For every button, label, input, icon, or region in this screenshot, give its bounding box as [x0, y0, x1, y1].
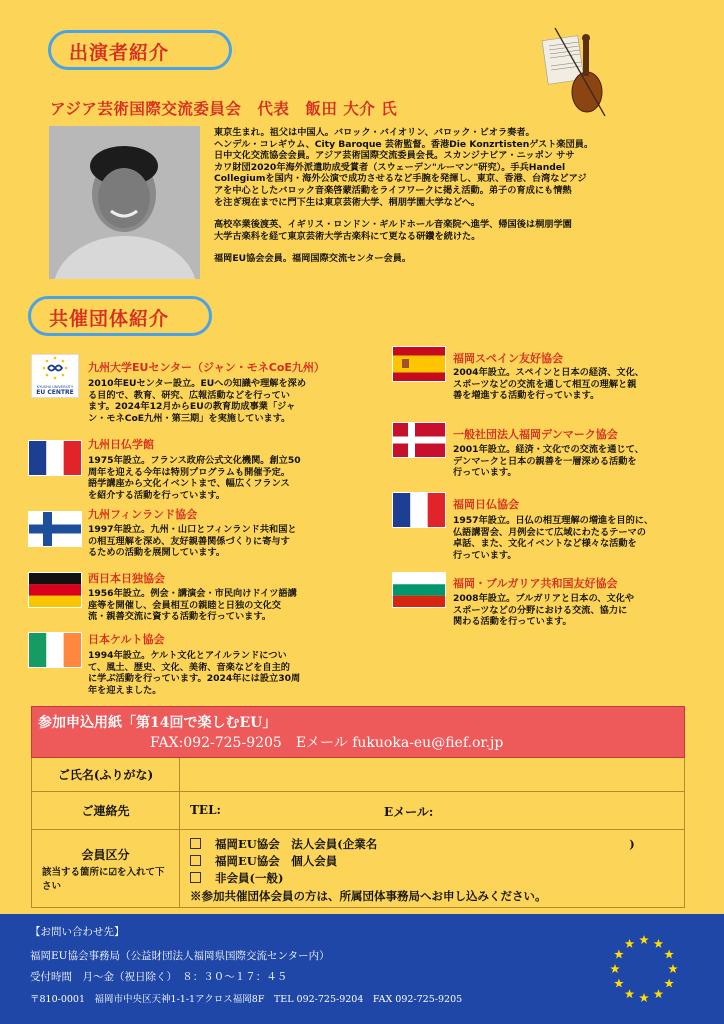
member-label: 会員区分: [81, 848, 130, 862]
option-label: 福岡EU協会 法人会員(企業名: [215, 837, 378, 851]
bio-line: アを中心としたバロック音楽啓蒙活動をライフワークに掲え活動。弟子の育成にも情熱: [214, 184, 572, 196]
flag-ireland-icon: [29, 633, 81, 667]
name-label-cell: [32, 758, 180, 791]
desc-line: ます。2024年12月からEUの教育助成事業「ジャ: [88, 401, 296, 413]
bio-line: 大学古楽科を経て東京芸術大学古楽科にて更なる研鑽を続けた。: [214, 230, 481, 242]
desc-line: 年を迎えました。: [88, 684, 162, 696]
org-desc: [88, 588, 378, 623]
name-label: ご氏名(ふりがな): [57, 768, 154, 782]
desc-line: 関わる活動を行っています。: [453, 616, 572, 628]
footer-heading: 【お問い合わせ先】: [30, 926, 125, 938]
flag-denmark-icon: [393, 423, 445, 457]
member-hint: 該当する箇所に☑を入れて下さい: [42, 867, 165, 892]
desc-line: スポーツなどの交流を通して相互の理解と親: [453, 378, 637, 390]
form-header: [31, 706, 685, 758]
desc-line: 2008年設立。ブルガリアと日本の、文化や: [453, 593, 635, 604]
desc-line: 卓話、また、文化イベントなど様々な活動を: [453, 538, 637, 550]
eu-star: [614, 950, 624, 959]
desc-line: 2010年EUセンター設立。EUへの知識や理解を深め: [88, 378, 307, 389]
form-note: ※参加共催団体会員の方は、所属団体事務局へお申し込みください。: [190, 889, 547, 903]
flag-finland-icon: [29, 512, 81, 546]
desc-line: スポーツなどの分野における交流、協力に: [453, 604, 628, 616]
eu-star: [614, 979, 624, 988]
form-title: 参加申込用紙「第14回で楽しむEU」: [38, 715, 277, 731]
eu-star: [664, 950, 674, 959]
eu-star: [610, 964, 620, 973]
footer: [0, 914, 724, 1024]
desc-line: ン・モネCoE九州・第三期」を実施しています。: [88, 412, 291, 424]
desc-line: 周年を迎える今年は特別プログラムも開催予定。: [88, 466, 291, 478]
checkbox-icon[interactable]: [190, 855, 201, 866]
org-name: 福岡・ブルガリア共和国友好協会: [453, 577, 618, 590]
desc-line: 1975年設立。フランス政府公式文化機関。創立50: [88, 455, 301, 466]
flag-france-icon: [393, 493, 445, 527]
form-row-contact: [31, 792, 685, 830]
desc-line: 行っています。: [453, 467, 517, 479]
email-field[interactable]: Eメール:: [384, 805, 434, 819]
form-contact: FAX:092-725-9205 Eメール fukuoka-eu@fief.or.jp: [150, 735, 504, 751]
org-desc: [88, 378, 378, 424]
eu-star: [639, 935, 649, 944]
cosponsor-heading: 共催団体紹介: [49, 308, 170, 330]
org-name: 九州日仏学館: [88, 438, 154, 451]
desc-line: 2004年設立。スペインと日本の経済、文化、: [453, 367, 644, 378]
member-options: [190, 836, 635, 905]
bio-line: 日中文化交流協会会員。アジア芸術国際交流委員会長。スカンジナビア・ニッポン ササ: [214, 150, 575, 162]
bio-line: カワ財団2020年海外派遣助成受賞者（スウェーデン"ルーマン"研究）。手兵Handel: [214, 161, 566, 173]
bio-line: を注ぎ現在までに門下生は東京芸術大学、桐朋学園大学などへ。: [214, 196, 481, 208]
desc-line: 1957年設立。日仏の相互理解の増進を目的に、: [453, 515, 654, 526]
bio-line: ヘンデル・コレギウム、City Baroque 芸術監督。香港Die Konzrtistenゲスト楽団員。: [214, 138, 594, 150]
org-desc: [453, 444, 703, 479]
application-form: [31, 706, 685, 908]
org-name: 福岡スペイン友好協会: [453, 352, 563, 365]
eu-star: [625, 939, 635, 948]
violin-illustration: [535, 20, 615, 120]
footer-line3: 〒810-0001 福岡市中央区天神1-1-1アクロス福岡8F TEL 092-725-9204 FAX 092-725-9205: [30, 994, 463, 1005]
option-nonmember[interactable]: [190, 870, 635, 887]
contact-label: ご連絡先: [81, 804, 130, 818]
tel-field[interactable]: TEL:: [190, 803, 221, 817]
eu-star: [654, 989, 664, 998]
performer-heading-pill: [48, 30, 232, 70]
org-name: 日本ケルト協会: [88, 633, 165, 646]
org-desc: [453, 593, 703, 628]
org-desc: [88, 455, 378, 501]
flag-germany-icon: [29, 573, 81, 607]
org-desc: [88, 524, 378, 559]
cosponsor-heading-pill: [28, 296, 212, 336]
eu-star: [639, 993, 649, 1002]
desc-line: 1994年設立。ケルト文化とアイルランドについ: [88, 650, 287, 661]
org-name: 一般社団法人福岡デンマーク協会: [453, 428, 618, 441]
desc-line: 1956年設立。例会・講演会・市民向けドイツ語講: [88, 588, 297, 599]
desc-line: る目的で、教育、研究、広報活動などを行ってい: [88, 389, 290, 401]
eu-logo-line1: KYUSHU UNIVERSITY: [36, 385, 74, 389]
performer-heading: 出演者紹介: [69, 42, 170, 64]
desc-line: 1997年設立。九州・山口とフィンランド共和国と: [88, 524, 297, 535]
contact-label-cell: [32, 792, 180, 829]
desc-line: 2001年設立。経済・文化での交流を通じて、: [453, 444, 644, 455]
option-corporate[interactable]: [190, 836, 635, 853]
desc-line: 座等を開催し、会員相互の親睦と日独の文化交: [88, 599, 281, 611]
desc-line: を紹介する活動を行っています。: [88, 489, 226, 501]
flag-bulgaria-icon: [393, 573, 445, 607]
form-row-name: [31, 758, 685, 792]
option-label: 福岡EU協会 個人会員: [215, 854, 338, 868]
close-paren: ): [629, 837, 635, 851]
desc-line: るための活動を展開しています。: [88, 547, 226, 559]
option-label: 非会員(一般): [215, 871, 284, 885]
eu-star: [668, 964, 678, 973]
flag-france-icon: [29, 441, 81, 475]
org-desc: [453, 515, 703, 561]
footer-line1: 福岡EU協会事務局（公益財団法人福岡県国際交流センター内）: [30, 950, 330, 962]
eu-star: [625, 989, 635, 998]
checkbox-icon[interactable]: [190, 872, 201, 883]
checkbox-icon[interactable]: [190, 838, 201, 849]
desc-line: デンマークと日本の親善を一層深める活動を: [453, 455, 637, 467]
desc-line: 善を増進する活動を行っています。: [453, 390, 600, 402]
desc-line: 仏語講習会、月例会にて広域にわたるテーマの: [453, 526, 646, 538]
performer-title: アジア芸術国際交流委員会 代表 飯田 大介 氏: [50, 100, 398, 118]
performer-bio: [214, 127, 694, 265]
desc-line: 行っています。: [453, 549, 517, 561]
flag-spain-icon: [393, 347, 445, 381]
eu-stars-icon: [606, 931, 682, 1007]
org-name: 九州フィンランド協会: [88, 508, 198, 521]
bio-line: 福岡EU協会会員。福岡国際交流センター会員。: [214, 253, 412, 265]
org-name: 九州大学EUセンター（ジャン・モネCoE九州）: [88, 361, 325, 374]
desc-line: て、風土、歴史、文化、美術、音楽などを自主的: [88, 661, 290, 673]
performer-photo: [49, 126, 200, 279]
eu-star: [664, 979, 674, 988]
org-desc: [453, 367, 703, 402]
eu-star: [654, 939, 664, 948]
desc-line: に学ぶ活動を行っています。2024年には設立30周: [88, 673, 301, 685]
footer-line2: 受付時間 月～金（祝日除く） ８：３０～１７：４５: [30, 971, 288, 983]
option-individual[interactable]: [190, 853, 635, 870]
member-label-cell: [32, 830, 180, 907]
eu-centre-logo: [31, 354, 79, 398]
bio-line: Collegiumを国内・海外公演で成功させるなど手腕を発揮し、東京、香港、台湾などアジ: [214, 173, 587, 185]
desc-line: 流・親善交流に資する活動を行っています。: [88, 611, 272, 623]
desc-line: の相互理解を深め、友好親善関係づくりに寄与す: [88, 535, 290, 547]
desc-line: 語学講座から文化イベントまで、幅広くフランス: [88, 478, 290, 490]
org-name: 福岡日仏協会: [453, 498, 519, 511]
bio-line: 高校卒業後渡英、イギリス・ロンドン・ギルドホール音楽院へ進学、帰国後は桐朋学園: [214, 219, 572, 231]
org-desc: [88, 650, 378, 696]
org-name: 西日本日独協会: [88, 572, 165, 585]
eu-logo-line2: EU CENTRE: [36, 389, 74, 396]
form-row-member: [31, 830, 685, 908]
name-input-field[interactable]: [181, 758, 685, 791]
bio-line: 東京生まれ。祖父は中国人。バロック・バイオリン、バロック・ビオラ奏者。: [214, 127, 535, 138]
